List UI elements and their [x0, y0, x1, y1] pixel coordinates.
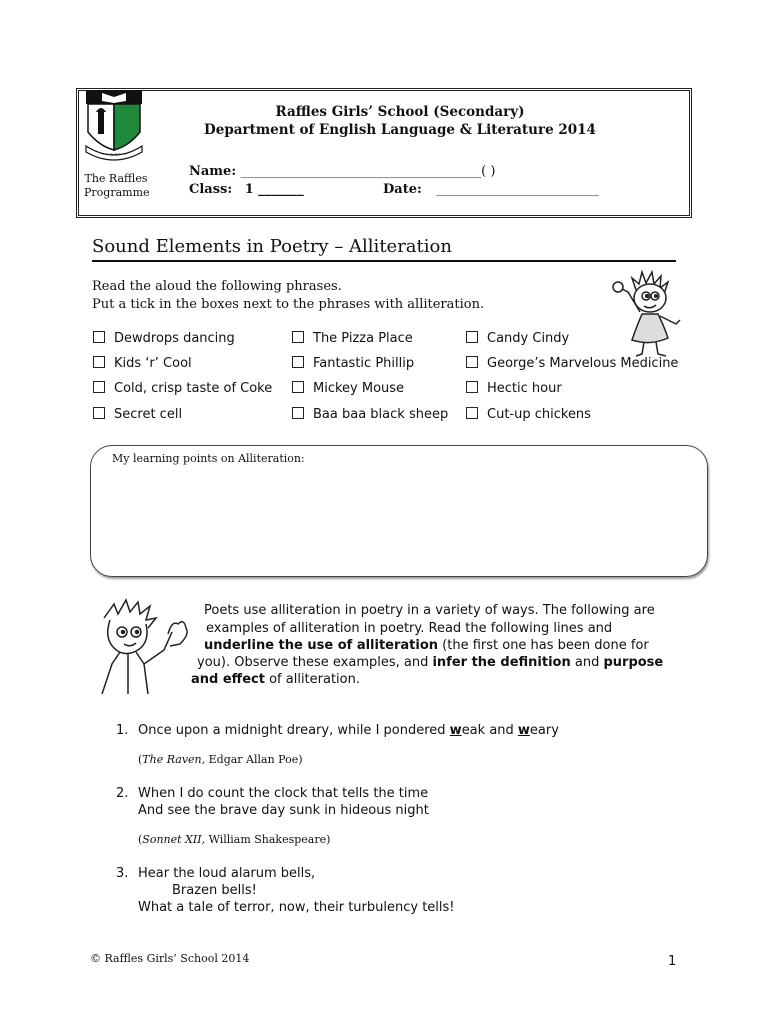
checkbox-icon[interactable]	[93, 407, 105, 419]
intro-line-5: and effect of alliteration.	[191, 672, 360, 687]
page-number: 1	[668, 954, 677, 969]
class-label: Class:	[189, 182, 233, 197]
checkbox-icon[interactable]	[292, 407, 304, 419]
phrase-item[interactable]: George’s Marvelous Medicine	[466, 356, 678, 371]
example-3-line-1: Hear the loud alarum bells,	[138, 866, 316, 881]
school-crest-icon	[84, 88, 144, 162]
example-3-line-2: Brazen bells!	[172, 883, 257, 898]
phrase-item[interactable]: Cut-up chickens	[466, 407, 591, 422]
programme-line1: The Raffles	[84, 172, 148, 185]
date-blank[interactable]: _________________________	[436, 182, 599, 197]
checkbox-icon[interactable]	[466, 381, 478, 393]
intro-line-4: you). Observe these examples, and infer the definition and purpose	[197, 655, 664, 670]
checkbox-icon[interactable]	[466, 407, 478, 419]
checkbox-icon[interactable]	[93, 356, 105, 368]
example-1-citation: (The Raven, Edgar Allan Poe)	[138, 753, 303, 766]
intro-line-1: Poets use alliteration in poetry in a variety of ways. The following are	[204, 603, 655, 618]
title-divider	[92, 260, 676, 262]
phrase-item[interactable]: Fantastic Phillip	[292, 356, 414, 371]
date-field[interactable]	[383, 182, 599, 197]
phrase-item[interactable]: Cold, crisp taste of Coke	[93, 381, 272, 396]
example-3-line-3: What a tale of terror, now, their turbulency tells!	[138, 900, 455, 915]
name-field[interactable]	[189, 164, 495, 179]
programme-line2: Programme	[84, 186, 150, 199]
example-3-number: 3.	[116, 866, 129, 881]
footer-copyright: © Raffles Girls’ School 2014	[90, 952, 250, 965]
cartoon-girl-icon	[606, 268, 690, 360]
example-2-number: 2.	[116, 786, 129, 801]
class-field[interactable]	[189, 182, 304, 197]
checkbox-icon[interactable]	[292, 381, 304, 393]
example-2-line-2: And see the brave day sunk in hideous night	[138, 803, 429, 818]
instruction-line-2: Put a tick in the boxes next to the phrases with alliteration.	[92, 297, 485, 312]
phrase-item[interactable]: Mickey Mouse	[292, 381, 404, 396]
checkbox-icon[interactable]	[292, 356, 304, 368]
example-2-citation: (Sonnet XII, William Shakespeare)	[138, 833, 331, 846]
instruction-line-1: Read the aloud the following phrases.	[92, 279, 342, 294]
checkbox-icon[interactable]	[466, 356, 478, 368]
cartoon-scientist-icon	[94, 598, 198, 698]
phrase-item[interactable]: Candy Cindy	[466, 331, 569, 346]
learning-points-label: My learning points on Alliteration:	[112, 452, 305, 465]
date-label: Date:	[383, 182, 422, 197]
phrase-item[interactable]: The Pizza Place	[292, 331, 413, 346]
department-name: Department of English Language & Literature 2014	[204, 122, 596, 138]
checkbox-icon[interactable]	[466, 331, 478, 343]
checkbox-icon[interactable]	[93, 331, 105, 343]
checkbox-icon[interactable]	[93, 381, 105, 393]
name-blank[interactable]: _____________________________________( )	[240, 164, 496, 179]
phrase-item[interactable]: Kids ‘r’ Cool	[93, 356, 192, 371]
phrase-item[interactable]: Secret cell	[93, 407, 182, 422]
phrase-item[interactable]: Baa baa black sheep	[292, 407, 448, 422]
phrase-item[interactable]: Dewdrops dancing	[93, 331, 235, 346]
example-1-line: Once upon a midnight dreary, while I pondered weak and weary	[138, 723, 559, 738]
intro-line-2: examples of alliteration in poetry. Read the following lines and	[206, 621, 613, 636]
page-title: Sound Elements in Poetry – Alliteration	[92, 236, 452, 257]
phrase-item[interactable]: Hectic hour	[466, 381, 562, 396]
example-2-line-1: When I do count the clock that tells the time	[138, 786, 429, 801]
school-name: Raffles Girls’ School (Secondary)	[275, 104, 525, 120]
name-label: Name:	[189, 164, 237, 179]
intro-line-3: underline the use of alliteration (the first one has been done for	[204, 638, 649, 653]
class-value[interactable]: 1 _______	[244, 182, 304, 197]
svg-text:~~~~~~: ~~~~~~	[101, 152, 127, 158]
programme-label	[84, 172, 148, 200]
checkbox-icon[interactable]	[292, 331, 304, 343]
example-1-number: 1.	[116, 723, 129, 738]
